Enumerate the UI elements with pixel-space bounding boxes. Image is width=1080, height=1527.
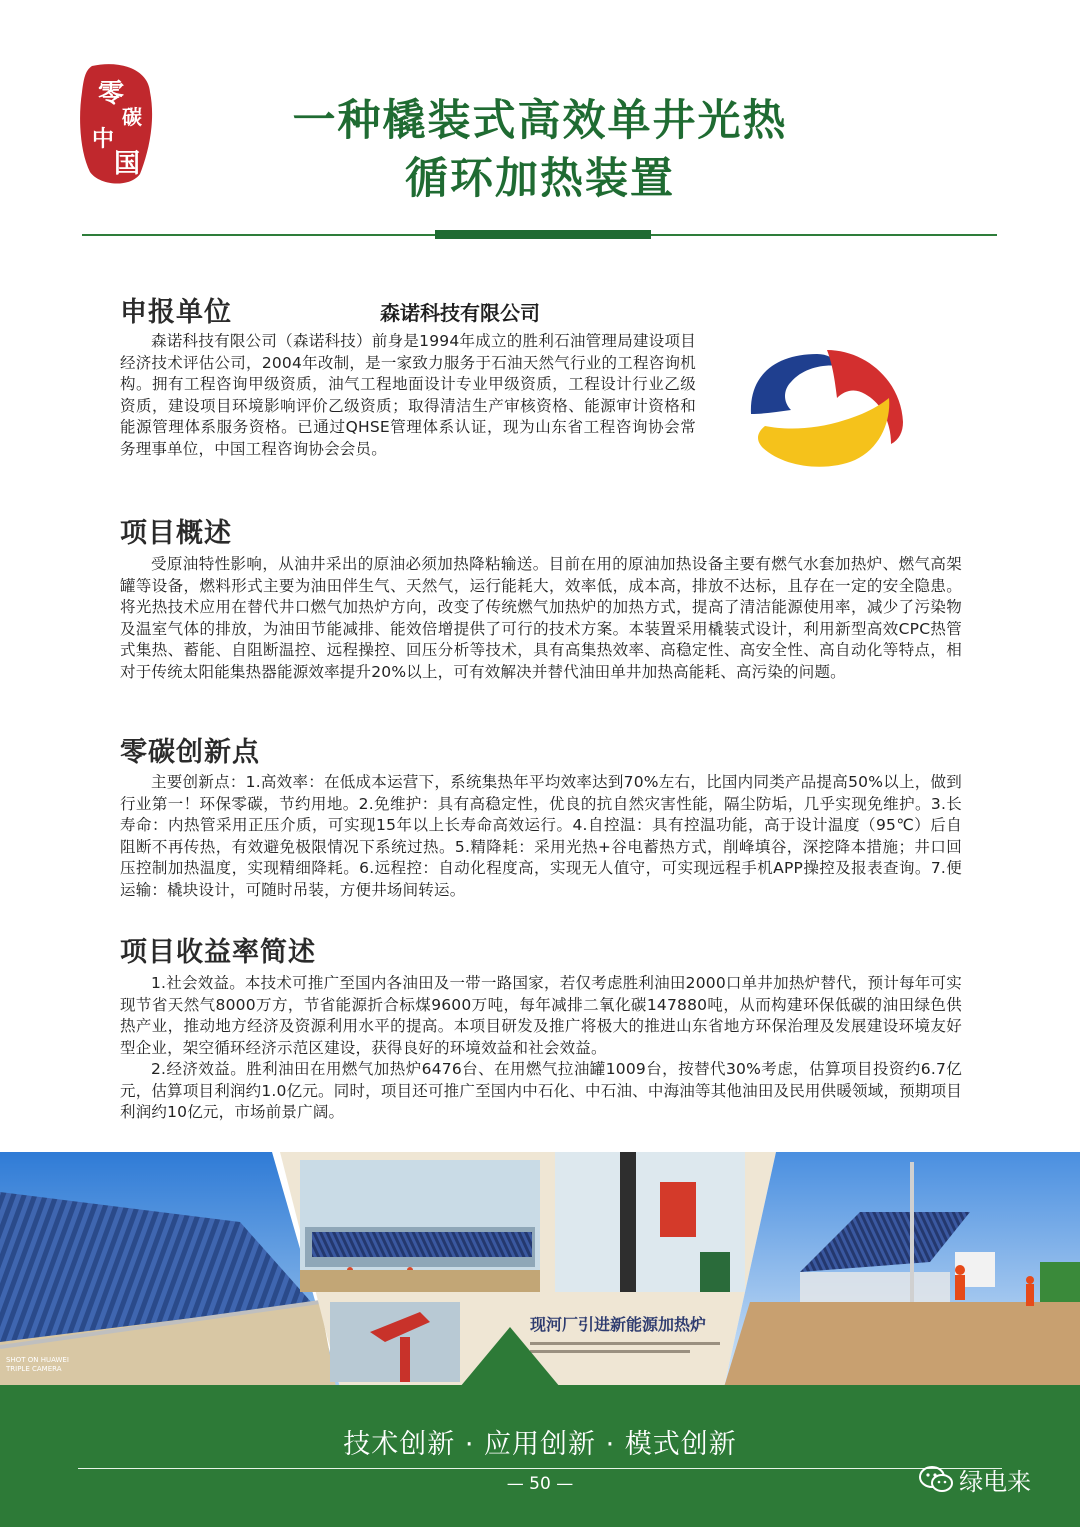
company-logo: [705, 310, 945, 495]
company-name: 森诺科技有限公司: [380, 301, 540, 325]
section-title-innovation: 零碳创新点: [120, 737, 260, 768]
zero-carbon-china-seal-logo: [78, 62, 156, 188]
section-title-overview: 项目概述: [120, 518, 232, 549]
newspaper-headline: 现河厂引进新能源加热炉: [530, 1315, 707, 1334]
wechat-label: 绿电来: [959, 1468, 1032, 1496]
title-line-2: 循环加热装置: [405, 154, 675, 204]
svg-text:SHOT ON HUAWEI: SHOT ON HUAWEI: [6, 1356, 69, 1364]
svg-text:国: 国: [114, 149, 141, 179]
applicant-body: 森诺科技有限公司（森诺科技）前身是1994年成立的胜利石油管理局建设项目经济技术评估公司，2004年改制，是一家致力服务于石油天然气行业的工程咨询机构。拥有工程咨询甲级资质，油气工程地面设计专业甲级资质，工程设计行业乙级资质，建设项目环境影响评价乙级资质；取得清洁生产审核资格、能源审计资格和能源管理体系服务资格。已通过QHSE管理体系认证，现为山东省工程咨询协会常务理事单位，中国工程咨询协会会员。: [120, 332, 696, 458]
wechat-icon: [918, 1465, 954, 1495]
returns-body-social: 1.社会效益。本技术可推广至国内各油田及一带一路国家，若仅考虑胜利油田2000口单井加热炉替代，预计每年可实现节省天然气8000万方，节省能源折合标煤9600万吨，每年减排二氧化碳147880吨，从而构建环保低碳的油田绿色供热产业，推动地方经济及资源利用水平的提高。本项目研发及推广将极大的推进山东省地方环保治理及发展建设环境友好型企业，架空循环经济示范区建设，获得良好的环境效益和社会效益。: [120, 974, 962, 1057]
returns-body-economic: 2.经济效益。胜利油田在用燃气加热炉6476台、在用燃气拉油罐1009台，按替代30%考虑，估算项目投资约6.7亿元，估算项目利润约1.0亿元。同时，项目还可推广至国内中石化、中石油、中海油等其他油田及民用供暖领域，预期项目利润约10亿元，市场前景广阔。: [120, 1060, 962, 1122]
title-divider-accent: [435, 230, 651, 239]
footer-divider: [78, 1468, 1002, 1469]
page-title: [200, 92, 880, 208]
title-line-1: 一种橇装式高效单井光热: [292, 96, 788, 146]
footer-slogan: 技术创新 · 应用创新 · 模式创新: [343, 1429, 737, 1460]
section-title-applicant: 申报单位: [120, 297, 232, 328]
svg-text:中: 中: [92, 126, 115, 152]
section-title-returns: 项目收益率简述: [120, 937, 316, 968]
svg-text:TRIPLE CAMERA: TRIPLE CAMERA: [6, 1365, 62, 1373]
photo-installed-skid: [724, 1152, 1080, 1387]
page-number: — 50 —: [506, 1474, 574, 1494]
wechat-watermark: [918, 1462, 1031, 1497]
svg-text:碳: 碳: [122, 105, 142, 129]
innovation-body: 主要创新点：1.高效率：在低成本运营下，系统集热年平均效率达到70%左右，比国内同类产品提高50%以上，做到行业第一！环保零碳，节约用地。2.免维护：具有高稳定性，优良的抗自然灾害性能，隔尘防垢，几乎实现免维护。3.长寿命：内热管采用正压介质，可实现15年以上长寿命高效运行。4.自控温：具有控温功能，高于设计温度（95℃）后自阻断不再传热，有效避免极限情况下系统过热。5.精降耗：采用光热+谷电蓄热方式，削峰填谷，深挖降本措施；井口回压控制加热温度，实现精细降耗。6.远程控：自动化程度高，实现无人值守，可实现远程手机APP操控及报表查询。7.便运输：橇块设计，可随时吊装，方便井场间转运。: [120, 773, 962, 899]
photo-strip: [0, 1152, 1080, 1387]
overview-body: 受原油特性影响，从油井采出的原油必须加热降粘输送。目前在用的原油加热设备主要有燃气水套加热炉、燃气高架罐等设备，燃料形式主要为油田伴生气、天然气，运行能耗大，效率低，成本高，排放不达标，且存在一定的安全隐患。将光热技术应用在替代井口燃气加热炉方向，改变了传统燃气加热炉的加热方式，提高了清洁能源使用率，减少了污染物及温室气体的排放，为油田节能减排、能效倍增提供了可行的技术方案。本装置采用橇装式设计，利用新型高效CPC热管式集热、蓄能、自阻断温控、远程操控、回压分析等技术，具有高集热效率、高稳定性、高安全性、高自动化等特点，相对于传统太阳能集热器能源效率提升20%以上，可有效解决并替代油田单井加热高能耗、高污染的问题。: [120, 555, 962, 681]
svg-text:零: 零: [98, 79, 125, 109]
